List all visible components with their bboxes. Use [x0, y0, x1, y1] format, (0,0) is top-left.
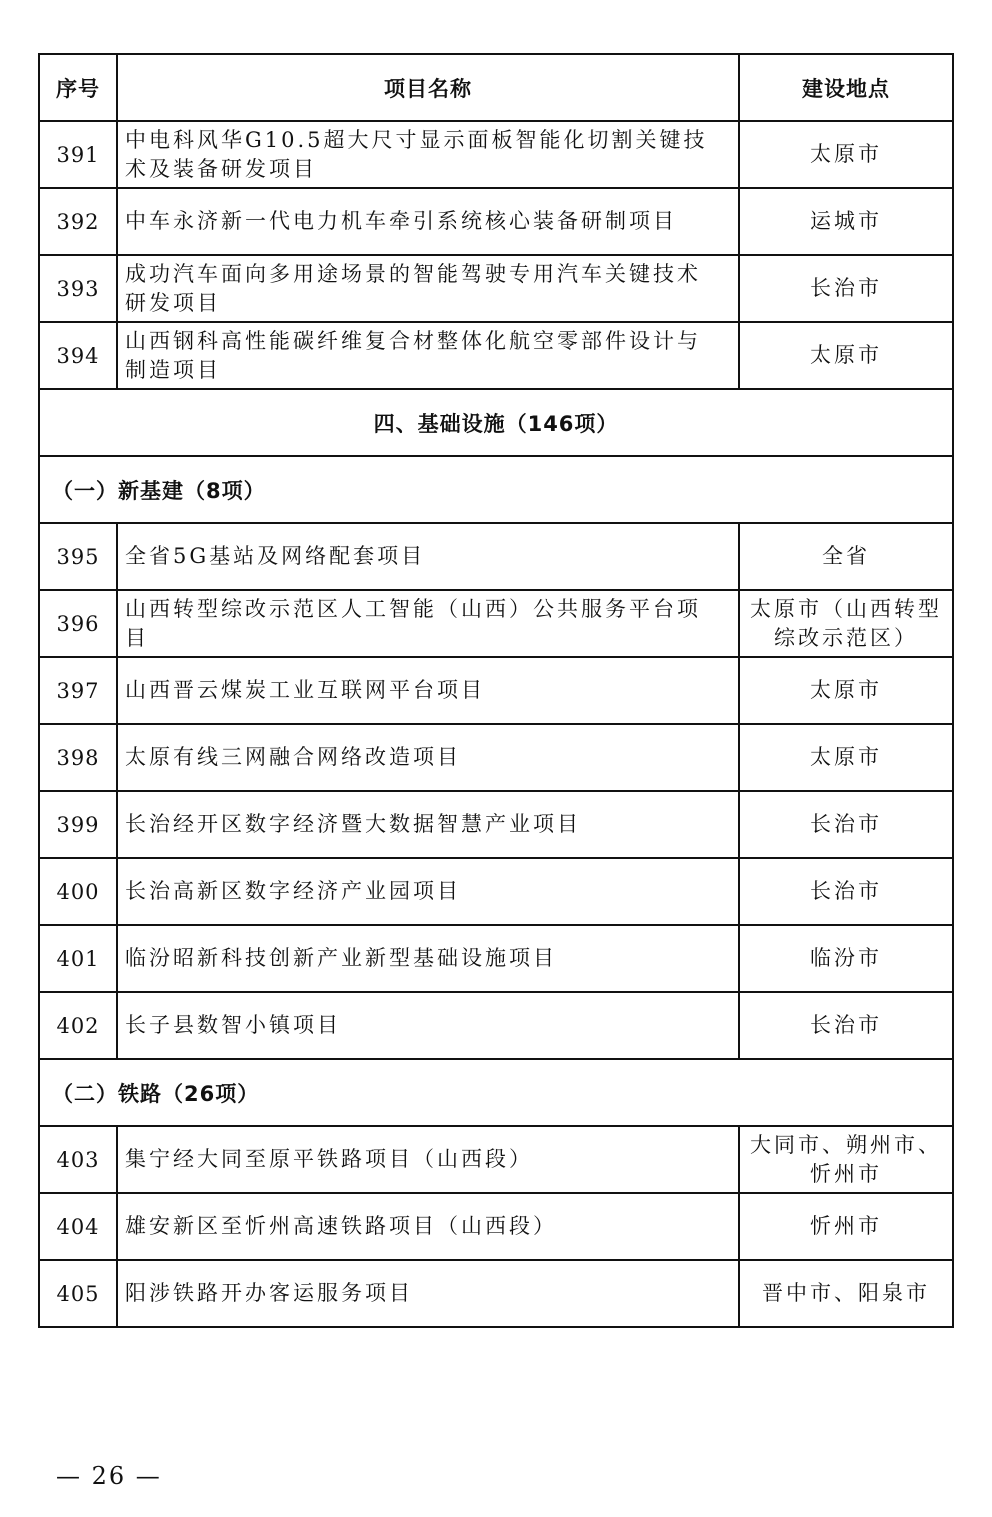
row-project-name: 山西钢科高性能碳纤维复合材整体化航空零部件设计与制造项目 [117, 322, 739, 389]
row-index: 393 [39, 255, 117, 322]
row-project-name: 雄安新区至忻州高速铁路项目（山西段） [117, 1193, 739, 1260]
row-index: 395 [39, 523, 117, 590]
row-location: 全省 [739, 523, 953, 590]
row-location: 长治市 [739, 791, 953, 858]
row-project-name: 集宁经大同至原平铁路项目（山西段） [117, 1126, 739, 1193]
table-row [39, 523, 953, 590]
table-header-row [39, 54, 953, 121]
table-row [39, 1193, 953, 1260]
subsection-title-railway: （二）铁路（26项） [39, 1059, 953, 1126]
row-index: 404 [39, 1193, 117, 1260]
row-location: 太原市（山西转型综改示范区） [739, 590, 953, 657]
table-row [39, 255, 953, 322]
row-index: 402 [39, 992, 117, 1059]
table-row [39, 121, 953, 188]
row-index: 396 [39, 590, 117, 657]
row-project-name: 全省5G基站及网络配套项目 [117, 523, 739, 590]
row-project-name: 中电科风华G10.5超大尺寸显示面板智能化切割关键技术及装备研发项目 [117, 121, 739, 188]
table-row [39, 322, 953, 389]
table-row [39, 1126, 953, 1193]
row-index: 399 [39, 791, 117, 858]
row-project-name: 山西晋云煤炭工业互联网平台项目 [117, 657, 739, 724]
row-project-name: 长治高新区数字经济产业园项目 [117, 858, 739, 925]
row-location: 长治市 [739, 255, 953, 322]
row-index: 397 [39, 657, 117, 724]
row-index: 398 [39, 724, 117, 791]
row-project-name: 长子县数智小镇项目 [117, 992, 739, 1059]
header-index: 序号 [39, 54, 117, 121]
table-row [39, 1260, 953, 1327]
table-row [39, 724, 953, 791]
table-row [39, 590, 953, 657]
section-row [39, 389, 953, 456]
row-index: 391 [39, 121, 117, 188]
row-index: 405 [39, 1260, 117, 1327]
row-project-name: 成功汽车面向多用途场景的智能驾驶专用汽车关键技术研发项目 [117, 255, 739, 322]
row-project-name: 中车永济新一代电力机车牵引系统核心装备研制项目 [117, 188, 739, 255]
row-project-name: 山西转型综改示范区人工智能（山西）公共服务平台项目 [117, 590, 739, 657]
row-project-name: 临汾昭新科技创新产业新型基础设施项目 [117, 925, 739, 992]
table-row [39, 657, 953, 724]
table-row [39, 188, 953, 255]
table-row [39, 925, 953, 992]
table-row [39, 992, 953, 1059]
project-table [38, 53, 954, 1328]
row-location: 忻州市 [739, 1193, 953, 1260]
row-index: 400 [39, 858, 117, 925]
table-row [39, 858, 953, 925]
subsection-title-new-infra: （一）新基建（8项） [39, 456, 953, 523]
row-index: 401 [39, 925, 117, 992]
row-index: 392 [39, 188, 117, 255]
row-location: 太原市 [739, 121, 953, 188]
row-location: 太原市 [739, 724, 953, 791]
row-index: 403 [39, 1126, 117, 1193]
row-project-name: 长治经开区数字经济暨大数据智慧产业项目 [117, 791, 739, 858]
row-location: 临汾市 [739, 925, 953, 992]
row-index: 394 [39, 322, 117, 389]
row-project-name: 太原有线三网融合网络改造项目 [117, 724, 739, 791]
subsection-row [39, 1059, 953, 1126]
row-location: 太原市 [739, 322, 953, 389]
row-location: 晋中市、阳泉市 [739, 1260, 953, 1327]
row-location: 运城市 [739, 188, 953, 255]
header-location: 建设地点 [739, 54, 953, 121]
row-location: 太原市 [739, 657, 953, 724]
header-project-name: 项目名称 [117, 54, 739, 121]
page-number: — 26 — [56, 1462, 162, 1490]
subsection-row [39, 456, 953, 523]
row-project-name: 阳涉铁路开办客运服务项目 [117, 1260, 739, 1327]
row-location: 大同市、朔州市、忻州市 [739, 1126, 953, 1193]
table-row [39, 791, 953, 858]
row-location: 长治市 [739, 992, 953, 1059]
section-title: 四、基础设施（146项） [39, 389, 953, 456]
row-location: 长治市 [739, 858, 953, 925]
